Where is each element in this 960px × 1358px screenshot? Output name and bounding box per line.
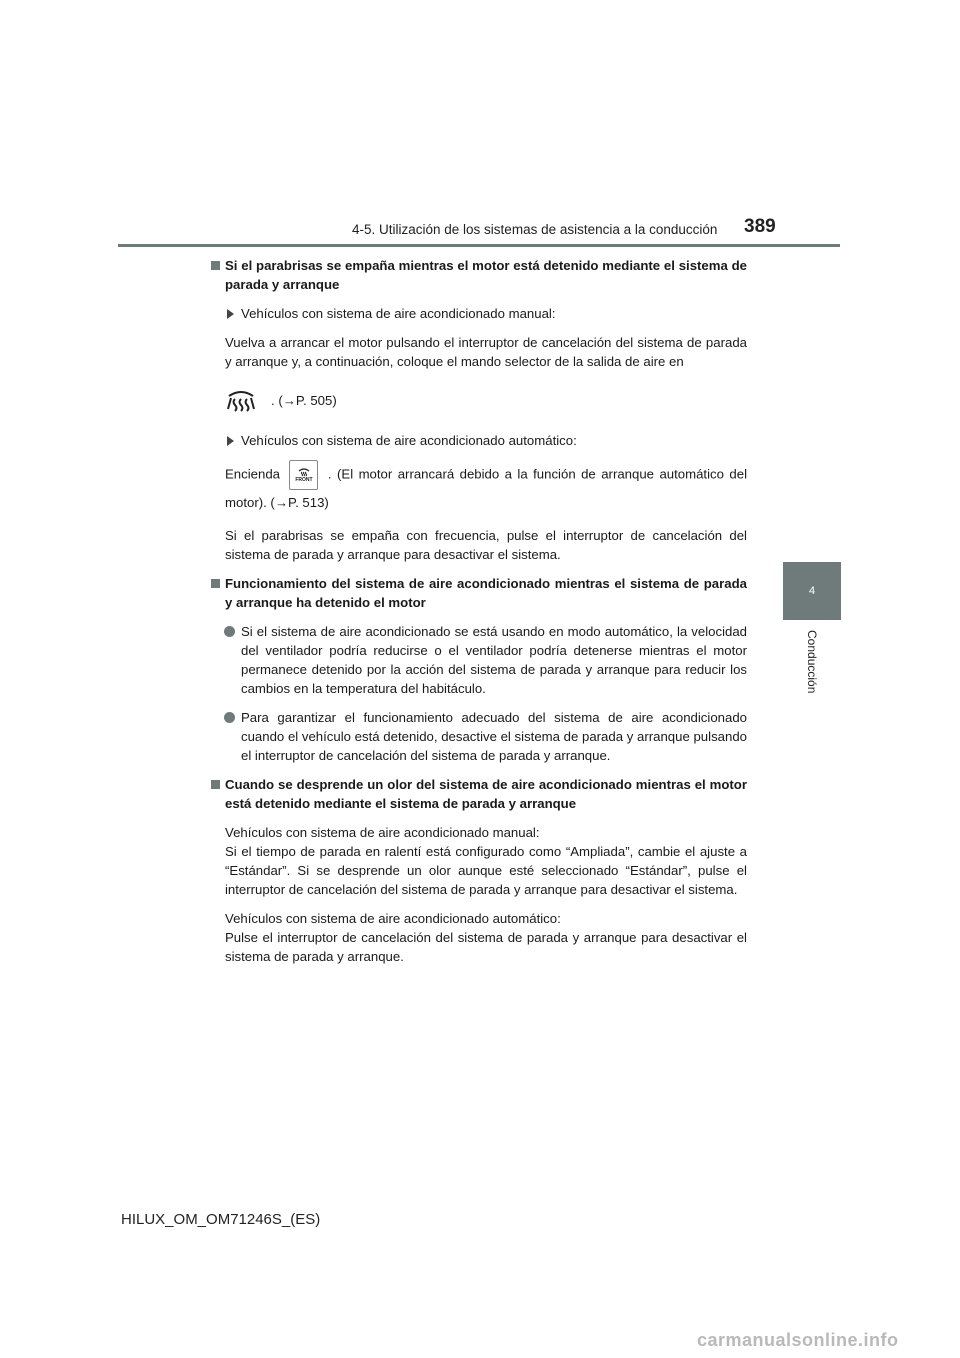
section-heading-ac-operation: Funcionamiento del sistema de aire acondicionado mientras el sistema de parada y arranque ha detenido el motor (210, 574, 747, 612)
header-divider (118, 244, 840, 247)
page-number: 389 (744, 216, 776, 237)
triangle-bullet-icon (227, 436, 234, 446)
page-reference-505: . (→P. 505) (271, 392, 337, 408)
circle-bullet-icon (224, 626, 235, 637)
odor-manual-ac: Vehículos con sistema de aire acondicionado manual: Si el tiempo de parada en ralentí está configurado como “Ampliada”, cambie el ajuste a “Estándar”. Si se desprende un olor aunque esté seleccionado “Estándar”, pulse el interruptor de cancelación del sistema de parada y arranque para desactivar el sistema. (225, 825, 747, 897)
chapter-label: Conducción (805, 630, 819, 694)
square-bullet-icon (211, 780, 220, 789)
manual-ac-label: Vehículos con sistema de aire acondicionado manual: (210, 304, 747, 323)
circle-bullet-icon (224, 712, 235, 723)
auto-ac-instructions: Encienda FRONT . (El motor arrancará debido a la función de arranque automático del motor). (→P. 513) (210, 460, 747, 516)
document-id: HILUX_OM_OM71246S_(ES) (121, 1211, 321, 1228)
fogging-note: Si el parabrisas se empaña con frecuencia, pulse el interruptor de cancelación del sistema de parada y arranque para desactivar el sistema. (225, 528, 747, 562)
auto-ac-label: Vehículos con sistema de aire acondicionado automático: (210, 431, 747, 450)
square-bullet-icon (211, 261, 220, 270)
section-heading-fogging: Si el parabrisas se empaña mientras el motor está detenido mediante el sistema de parada y arranque (210, 256, 747, 294)
square-bullet-icon (211, 579, 220, 588)
chapter-number: 4 (808, 585, 816, 597)
defrost-reference-line (210, 381, 747, 419)
list-item: Para garantizar el funcionamiento adecuado del sistema de aire acondicionado cuando el vehículo está detenido, desactive el sistema de parada y arranque pulsando el interruptor de cancelación del sistema de parada y arranque. (210, 708, 747, 765)
header-section-title: 4-5. Utilización de los sistemas de asistencia a la conducción (352, 222, 718, 237)
main-content (210, 256, 747, 976)
triangle-bullet-icon (227, 309, 234, 319)
front-defroster-button-icon: FRONT (289, 460, 318, 490)
chapter-tab (783, 562, 841, 620)
list-item: Si el sistema de aire acondicionado se está usando en modo automático, la velocidad del ventilador podría reducirse o el ventilador podría detenerse mientras el motor permanece detenido por la acción del sistema de parada y arranque para reducir los cambios en la temperatura del habitáculo. (210, 622, 747, 698)
windshield-defrost-icon (225, 385, 257, 415)
section-heading-odor: Cuando se desprende un olor del sistema de aire acondicionado mientras el motor está detenido mediante el sistema de parada y arranque (210, 775, 747, 813)
manual-ac-instructions: Vuelva a arrancar el motor pulsando el interruptor de cancelación del sistema de parada y arranque y, a continuación, coloque el mando selector de la salida de aire en (225, 335, 747, 369)
odor-auto-ac: Vehículos con sistema de aire acondicionado automático: Pulse el interruptor de cancelación del sistema de parada y arranque para desactivar el sistema de parada y arranque. (225, 911, 747, 964)
watermark: carmanualsonline.info (697, 1330, 899, 1350)
